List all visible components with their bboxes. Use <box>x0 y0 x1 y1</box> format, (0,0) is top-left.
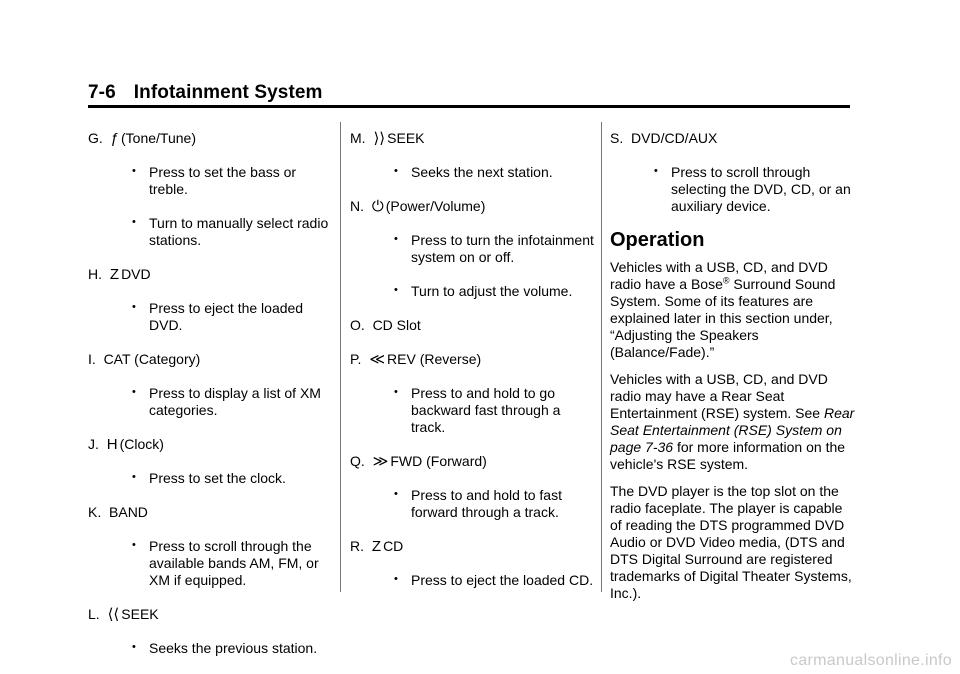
item-letter: R. <box>350 538 364 554</box>
bullet-text: • Press to set the bass or treble. <box>88 164 333 198</box>
bullet-text: • Turn to manually select radio stations. <box>88 215 333 249</box>
item-letter: J. <box>88 436 99 452</box>
item-letter: H. <box>88 266 102 282</box>
section-title: Infotainment System <box>133 82 323 103</box>
fast-forward-icon: ≫ <box>372 453 389 470</box>
item-s <box>610 130 855 147</box>
item-label: (Clock) <box>119 436 164 452</box>
control-item <box>350 538 595 555</box>
item-letter: P. <box>350 351 362 367</box>
item-label: REV (Reverse) <box>387 351 482 367</box>
bullet-text: • Press to turn the infotainment system on or off. <box>350 232 595 266</box>
item-label: SEEK <box>121 606 159 622</box>
bullet-text: • Press to eject the loaded CD. <box>350 572 595 589</box>
item-label: SEEK <box>387 130 425 146</box>
bullet-text: • Press to display a list of XM categories. <box>88 385 333 419</box>
item-label: BAND <box>109 504 148 520</box>
bullet-text: • Press to scroll through the available bands AM, FM, or XM if equipped. <box>88 538 333 589</box>
control-item <box>88 130 333 147</box>
control-item <box>350 317 595 334</box>
bullet-text: • Press to scroll through selecting the DVD, CD, or an auxiliary device. <box>610 164 855 215</box>
page-number: 7-6 <box>88 82 116 103</box>
item-letter: S. <box>610 130 624 146</box>
item-label: (Tone/Tune) <box>121 130 196 146</box>
tone-tune-icon: ƒ <box>110 130 120 147</box>
item-label: CAT (Category) <box>103 351 201 367</box>
paragraph-1: Vehicles with a USB, CD, and DVD radio have a Bose® Surround Sound System. Some of its features are explained later in this section under, “Adjusting the Speakers (Balance/Fade).” <box>610 259 836 360</box>
column-1 <box>88 130 333 674</box>
bullet-text: • Seeks the previous station. <box>88 640 333 657</box>
item-letter: N. <box>350 198 364 214</box>
eject-cd-icon: Z <box>371 538 382 555</box>
bullet-text: • Turn to adjust the volume. <box>350 283 595 300</box>
item-label: DVD <box>121 266 151 282</box>
column-divider-2 <box>601 122 602 592</box>
header-rule <box>88 105 850 108</box>
control-item <box>88 351 333 368</box>
rse-reference-link[interactable]: Rear Seat Entertainment (RSE) System on page 7‑36 <box>610 405 855 455</box>
paragraph-3: The DVD player is the top slot on the radio faceplate. The player is capable of reading the DTS programmed DVD Audio or DVD Video media, (DTS and DTS Digital Surround are registered trademarks of Digital Theater Systems, Inc.). <box>610 483 852 601</box>
page-header <box>88 82 323 104</box>
control-item <box>88 436 333 453</box>
column-3 <box>610 130 855 612</box>
control-item <box>88 504 333 521</box>
power-icon: ⏻ <box>371 198 384 215</box>
item-letter: M. <box>350 130 366 146</box>
item-label: (Power/Volume) <box>385 198 486 214</box>
paragraph-2: Vehicles with a USB, CD, and DVD radio may have a Rear Seat Entertainment (RSE) system. See Rear Seat Entertainment (RSE) System on page 7‑36 for more information on the vehicle's RSE system. <box>610 371 855 472</box>
watermark: carmanualsonline.info <box>790 652 952 669</box>
control-item <box>350 198 595 215</box>
control-item <box>88 606 333 623</box>
bullet-text: • Press to and hold to go backward fast through a track. <box>350 385 595 436</box>
item-label: DVD/CD/AUX <box>631 130 718 146</box>
bullet-text: • Seeks the next station. <box>350 164 595 181</box>
item-letter: I. <box>88 351 96 367</box>
clock-icon: H <box>106 436 118 453</box>
item-letter: L. <box>88 606 100 622</box>
control-item <box>350 130 595 147</box>
bullet-text: • Press to and hold to fast forward through a track. <box>350 487 595 521</box>
item-letter: Q. <box>350 453 365 469</box>
item-letter: G. <box>88 130 103 146</box>
column-divider-1 <box>340 122 341 592</box>
eject-dvd-icon: Z <box>109 266 120 283</box>
item-letter: O. <box>350 317 365 333</box>
control-item <box>88 266 333 283</box>
item-label: CD <box>383 538 404 554</box>
seek-forward-icon: ⟩⟩ <box>373 130 386 147</box>
control-item <box>350 453 595 470</box>
bullet-text: • Press to set the clock. <box>88 470 333 487</box>
operation-heading: Operation <box>610 229 705 251</box>
item-letter: K. <box>88 504 102 520</box>
rewind-icon: ≪ <box>369 351 386 368</box>
column-2 <box>350 130 595 606</box>
item-label: CD Slot <box>372 317 421 333</box>
control-item <box>350 351 595 368</box>
seek-back-icon: ⟨⟨ <box>107 606 120 623</box>
item-label: FWD (Forward) <box>390 453 487 469</box>
bullet-text: • Press to eject the loaded DVD. <box>88 300 333 334</box>
